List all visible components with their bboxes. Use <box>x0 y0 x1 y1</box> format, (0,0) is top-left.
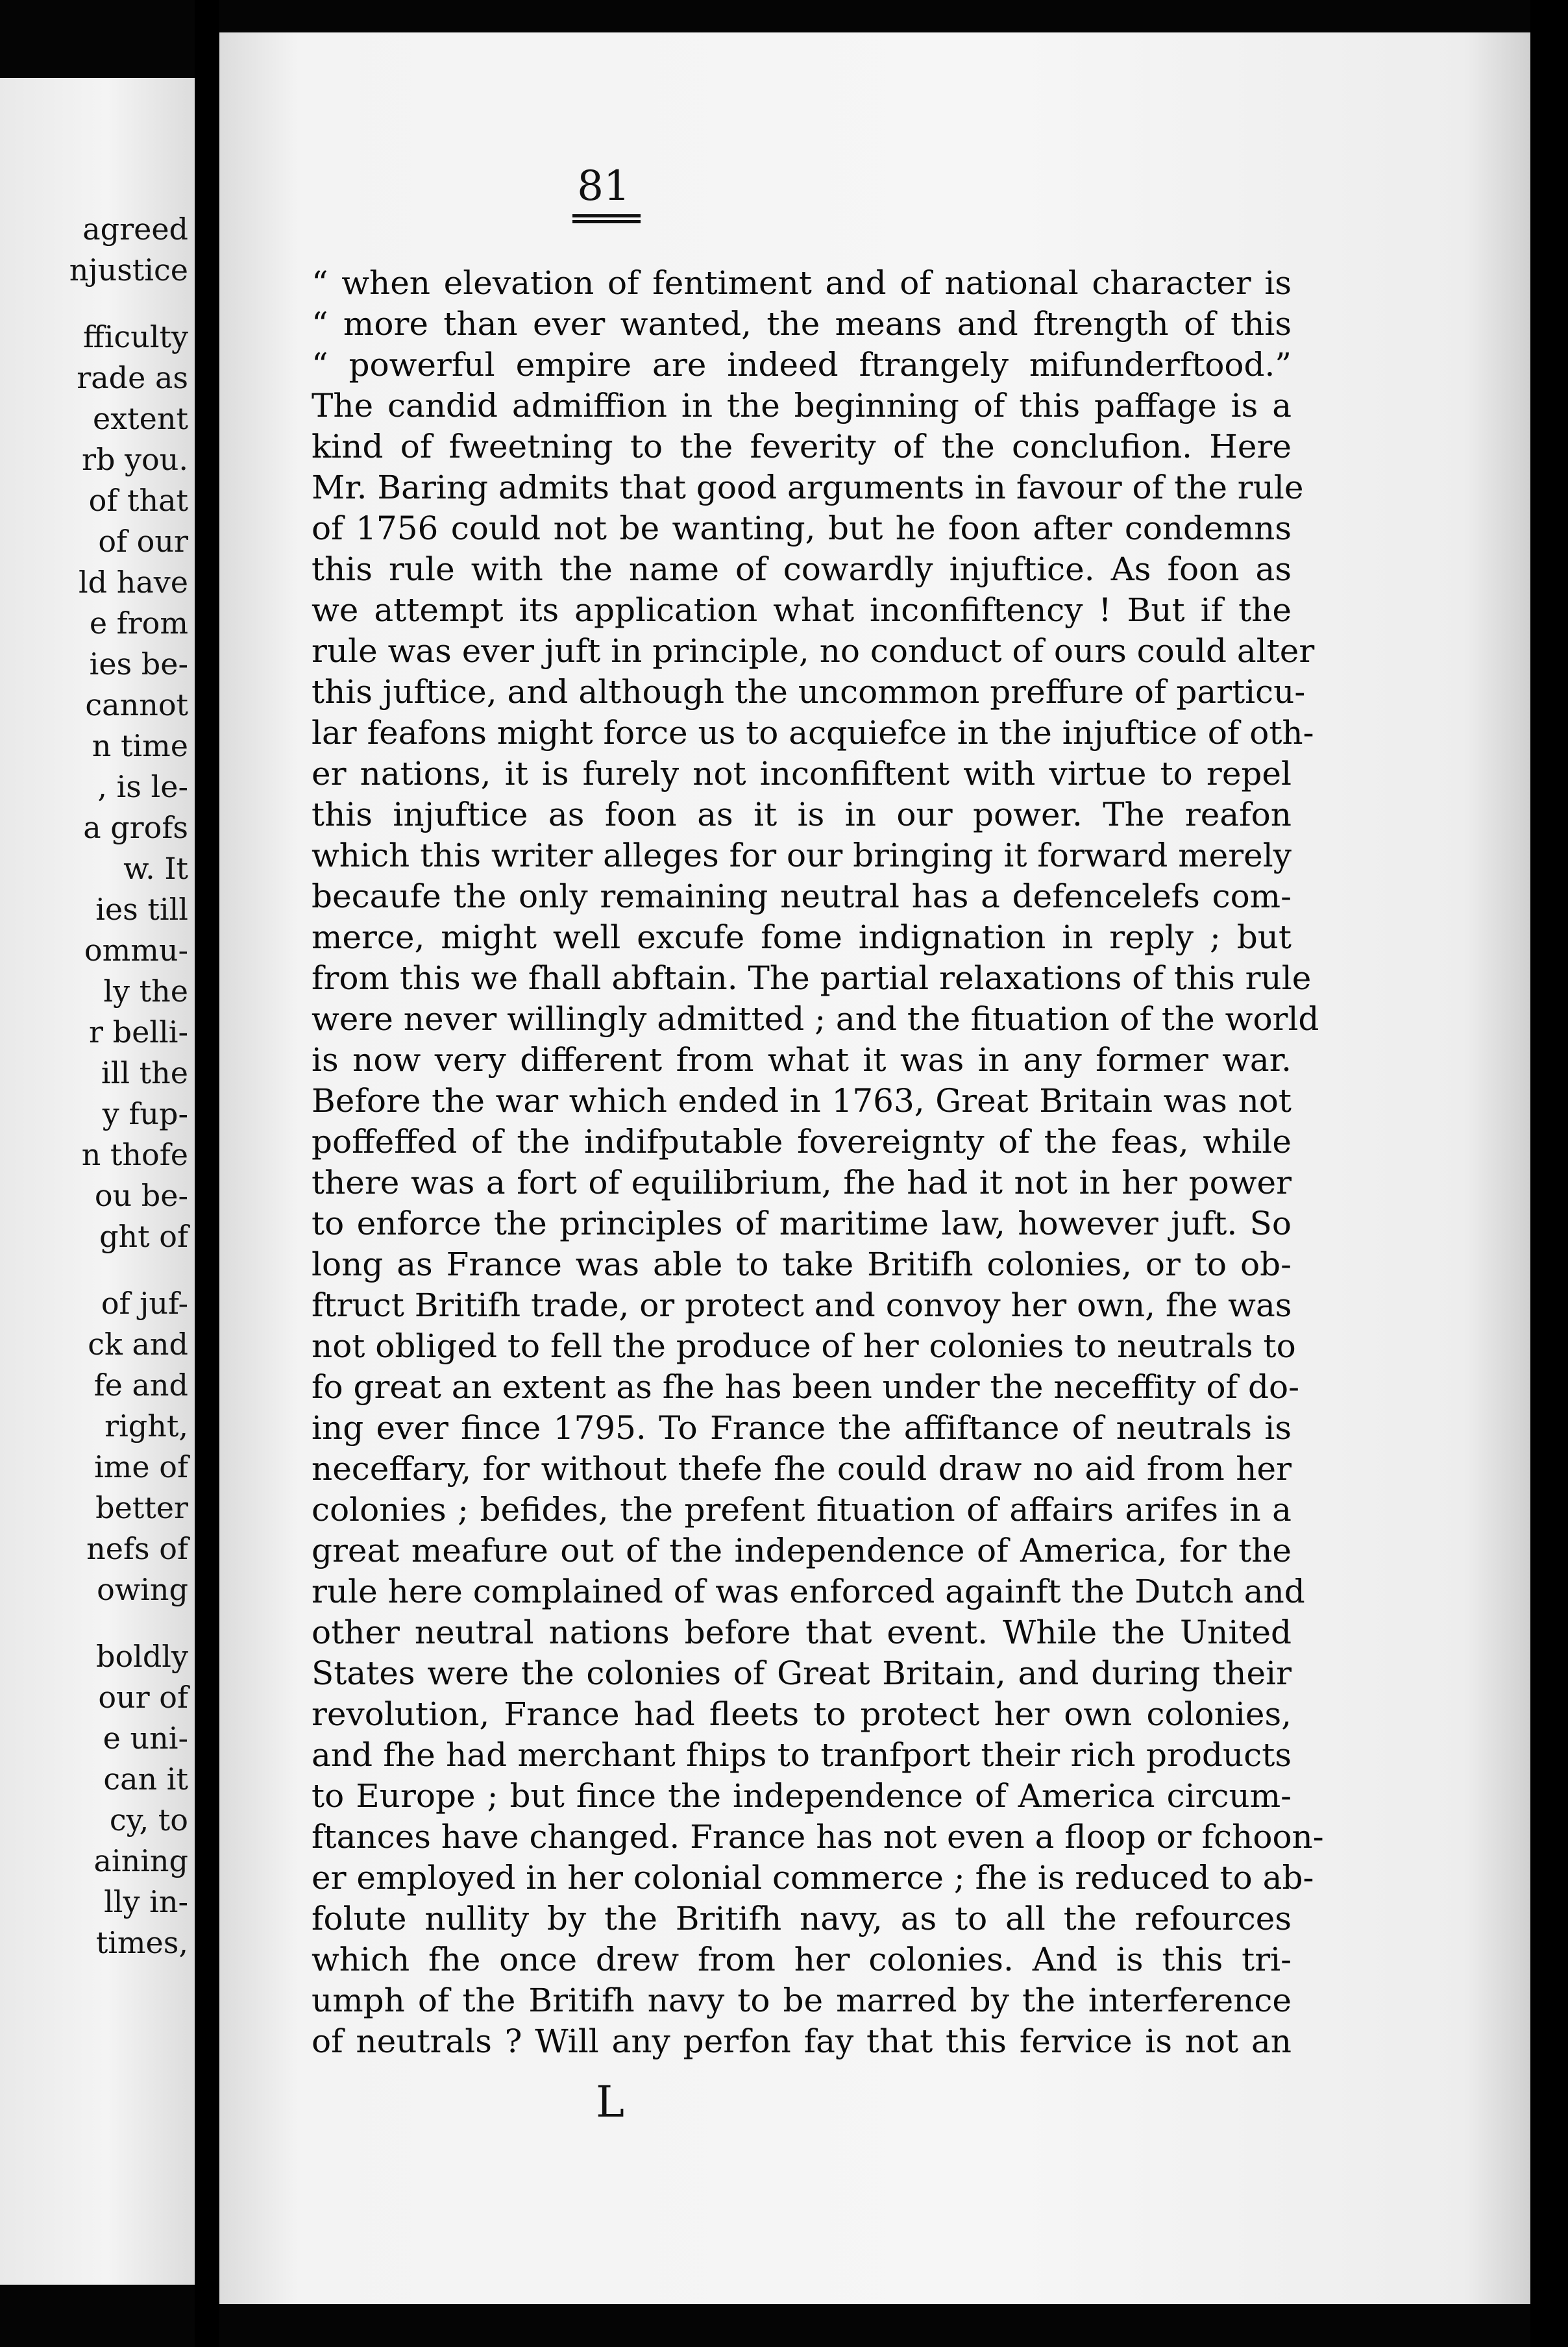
text-line: of 1756 could not be wanting, but he foon after condemns <box>312 510 1292 547</box>
text-line: of neutrals ? Will any perfon fay that this fervice is not an <box>312 2022 1292 2060</box>
facing-page-text: of that <box>88 483 188 518</box>
facing-page-text: cannot <box>85 687 188 722</box>
facing-page-text: owing <box>97 1572 188 1607</box>
text-line: were never willingly admitted ; and the fituation of the world <box>312 1000 1319 1038</box>
facing-page-fragment <box>0 78 195 2285</box>
text-line: rule was ever juft in principle, no conduct of ours could alter <box>312 632 1315 670</box>
text-line: from this we fhall abftain. The partial relaxations of this rule <box>312 959 1312 997</box>
text-line: this rule with the name of cowardly injuftice. As foon as <box>312 550 1292 588</box>
text-line: is now very different from what it was in any former war. <box>312 1041 1292 1079</box>
facing-page-text: lly in- <box>104 1884 188 1919</box>
facing-page-text: ly the <box>103 974 188 1009</box>
facing-page-text: aining <box>93 1843 188 1878</box>
facing-page-text: w. It <box>123 851 188 886</box>
text-line: long as France was able to take Britifh colonies, or to ob- <box>312 1246 1292 1283</box>
facing-page-text: e from <box>89 606 188 641</box>
text-line: to enforce the principles of maritime law, however juft. So <box>312 1205 1292 1242</box>
facing-page-text: of our <box>98 524 188 559</box>
facing-page-text: njustice <box>69 252 188 288</box>
text-line: neceffary, for without thefe fhe could draw no aid from her <box>312 1450 1292 1488</box>
text-line: other neutral nations before that event. While the United <box>312 1614 1292 1651</box>
text-line: there was a fort of equilibrium, fhe had it not in her power <box>312 1164 1292 1201</box>
text-line: Mr. Baring admits that good arguments in favour of the rule <box>312 469 1304 506</box>
text-line: The candid admiffion in the beginning of this paffage is a <box>312 387 1292 424</box>
text-line: we attempt its application what inconfiftency ! But if the <box>312 591 1292 629</box>
text-line: to Europe ; but fince the independence of America circum- <box>312 1777 1292 1815</box>
text-line: kind of fweetning to the feverity of the conclufion. Here <box>312 428 1292 465</box>
facing-page-text: ill the <box>101 1055 188 1090</box>
text-line: lar feafons might force us to acquiefce in the injuftice of oth- <box>312 714 1314 752</box>
text-line: not obliged to fell the produce of her colonies to neutrals to <box>312 1327 1296 1365</box>
text-line: “ when elevation of fentiment and of national character is <box>312 264 1292 302</box>
facing-page-text: ime of <box>94 1449 188 1484</box>
text-line: which fhe once drew from her colonies. And is this tri- <box>312 1941 1292 1978</box>
page-number: 81 <box>577 162 630 210</box>
text-line: great meafure out of the independence of America, for the <box>312 1532 1292 1569</box>
text-line: fo great an extent as fhe has been under the neceffity of do- <box>312 1368 1299 1406</box>
facing-page-text: extent <box>93 401 188 436</box>
facing-page-text: cy, to <box>109 1802 188 1837</box>
text-line: er employed in her colonial commerce ; fhe is reduced to ab- <box>312 1859 1314 1897</box>
book-gutter <box>195 0 219 2347</box>
body-text <box>312 263 1324 2062</box>
facing-page-text: of juf- <box>101 1286 188 1321</box>
facing-page-text: can it <box>103 1762 188 1797</box>
text-line: poffeffed of the indifputable fovereignty of the feas, while <box>312 1123 1292 1161</box>
facing-page-text: rade as <box>77 360 188 395</box>
text-line: Before the war which ended in 1763, Great Britain was not <box>312 1082 1292 1120</box>
facing-page-text: ies be- <box>89 646 188 682</box>
facing-page-text: boldly <box>96 1639 188 1674</box>
text-line: folute nullity by the Britifh navy, as to all the refources <box>312 1900 1292 1937</box>
page-number-rule <box>572 214 641 223</box>
page-edge-shadow <box>1530 0 1568 2347</box>
facing-page-text: our of <box>98 1680 188 1715</box>
facing-page-text: right, <box>104 1408 188 1444</box>
text-line: ftruct Britifh trade, or protect and convoy her own, fhe was <box>312 1286 1292 1324</box>
text-line: rule here complained of was enforced againft the Dutch and <box>312 1573 1305 1610</box>
facing-page-text: y fup- <box>102 1096 188 1131</box>
facing-page-text: ou be- <box>94 1178 188 1213</box>
facing-page-text: ommu- <box>84 933 188 968</box>
text-line: this juftice, and although the uncommon preffure of particu- <box>312 673 1306 711</box>
text-line: becaufe the only remaining neutral has a defencelefs com- <box>312 878 1292 915</box>
facing-page-text: better <box>95 1490 188 1525</box>
facing-page-text: ld have <box>78 565 188 600</box>
text-line: “ powerful empire are indeed ftrangely mifunderftood.” <box>312 346 1292 384</box>
text-line: this injuftice as foon as it is in our power. The reafon <box>312 796 1292 833</box>
text-line: umph of the Britifh navy to be marred by the interference <box>312 1982 1292 2019</box>
text-line: “ more than ever wanted, the means and ftrength of this <box>312 305 1292 343</box>
facing-page-text: e uni- <box>103 1721 188 1756</box>
text-line: and fhe had merchant fhips to tranfport their rich products <box>312 1736 1292 1774</box>
facing-page-text: a grofs <box>83 810 188 845</box>
facing-page-text: , is le- <box>97 769 188 804</box>
facing-page-text: agreed <box>82 212 188 247</box>
facing-page-text: r belli- <box>89 1014 188 1050</box>
facing-page-text: n time <box>92 728 188 763</box>
text-line: States were the colonies of Great Britain, and during their <box>312 1654 1292 1692</box>
facing-page-text: fficulty <box>83 319 188 354</box>
text-line: ing ever fince 1795. To France the affiftance of neutrals is <box>312 1409 1292 1447</box>
facing-page-text: ght of <box>99 1219 188 1254</box>
facing-page-text: n thofe <box>81 1137 188 1172</box>
facing-page-text: nefs of <box>86 1531 188 1566</box>
text-line: colonies ; befides, the prefent fituation of affairs arifes in a <box>312 1491 1292 1529</box>
facing-page-text: fe and <box>93 1368 188 1403</box>
facing-page-text: rb you. <box>82 442 188 477</box>
text-line: er nations, it is furely not inconfiftent with virtue to repel <box>312 755 1292 793</box>
facing-page-text: times, <box>95 1925 188 1960</box>
facing-page-text: ck and <box>88 1327 188 1362</box>
text-line: ftances have changed. France has not even a floop or fchoon- <box>312 1818 1324 1856</box>
text-line: revolution, France had fleets to protect her own colonies, <box>312 1695 1292 1733</box>
facing-page-text: ies till <box>95 892 188 927</box>
printer-signature-mark: L <box>596 2077 624 2127</box>
text-line: merce, might well excufe fome indignation in reply ; but <box>312 918 1292 956</box>
text-line: which this writer alleges for our bringing it forward merely <box>312 837 1292 874</box>
